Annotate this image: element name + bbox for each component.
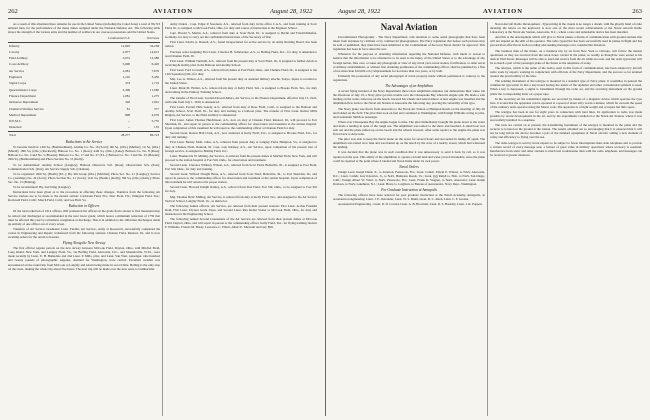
paragraph: To be reconstituted: Hq. 2nd Wing (Langley). (13, 184, 72, 189)
column-rule (487, 22, 488, 416)
paragraph: Previous order assigning First Lieut. Clarence H. Schabacker, A.S., to Bolling Field, D.C., for duty, is amended to read Chanute Field, Ill. (165, 49, 317, 58)
column-rule (162, 22, 163, 416)
section-heading: Reductions in Air Service (65, 140, 103, 145)
table-cell: 3,072 (122, 56, 131, 61)
intro-paragraph: As a result of this allotment there remains for use in the United States (including the Canal Zone) a total of 86,723 enlisted men, for the performance of the many duties assigned under the National Defense Act. The following table shows the strength of the various arms and the number of soldiers in our oversea possessions and the United States. (8, 22, 160, 35)
paragraph: It was decided that the plane was in such condition that it was unnecessary to send it back by rail, so it was repaired on the spot. This ability of the amphibian to operate on both land and water proved invaluable, since the plane could be repaired at the point where it landed and flown home under its own power. (333, 150, 485, 163)
paragraph: First Lieut. William Turnbull, A.S., relieved from his present duty at Scott Field, Ill., is assigned to further detail as receiving & airship pilot in the Balloon and Airship School. (165, 58, 317, 67)
table-header (8, 35, 82, 42)
paragraph: The following named Second Lieutenants of the Air Service are relieved from their present duties at McCook Field, Dayton, Ohio, and will report in person to the commanding officer, Kelly Field, Tex., for flying training: Robert P. Williams, Francis M. Brady, Lawrence C. Elliott, Albert E. Maxwell and Guy Hill. (165, 217, 317, 230)
table-header: Overseas (131, 35, 160, 42)
table-cell: 326 (125, 100, 131, 105)
paragraph: A recent flying incident of the Navy Department shows how amphibian airplanes can demonstrate their value. On the afternoon of July 19, a Navy pilot got into trouble over the Chesapeake Bay when his engine quit. He made a safe landing on the water, taxied up on the beach, lowered his wheels and taxied ashore. A new engine was installed and the amphibian flew back to the Naval Air Station at Anacostia the following day, proving the versatility of the type. (333, 89, 485, 106)
table-header-row (8, 35, 160, 42)
page-header (8, 4, 642, 19)
table-cell: Detached (9, 125, 22, 130)
paragraph: Maj. Thomas DeW. Milling, Air Service, is relieved from duty at Kelly Field, Tex., and assigned to the Air Service Tactical School, Langley Field, Va., as instructor. (165, 194, 317, 203)
table-cell: 2,306 (122, 87, 131, 92)
table-cell: Cavalry (9, 49, 20, 54)
paragraph: And this is the development which will give to Naval planes a means of communication with ground stations that will not depend on the skill of the operator. The radio typewriter has been successfully used in planes in flight and has proved most effective in both recording and sending messages over considerable distances. (490, 35, 642, 48)
paragraph: Ensign Leon Joseph Dunn, Jr., to Aviation, Pensacola, Fla.; Lieut. Comdr. Edwin E. Wilson, to NAS, Anacostia, D.C.; Lieut. Comdr. Guy Knowles, Jr., to NAS, Hampton Roads, Va.; Lieut. (jg) Ralph G. Holt, to NAS, San Diego, Calif.; Ensign Albert W. Ward, to NAS, Pensacola, Fla.; Lieut. Frank D. Wagner, to NAS, Anacostia; Lieut. Ralph Davison, to NAS, Lakehurst, N.J.; Lieut. Bruce G. Leighton, to Bureau of Aeronautics, Navy Dept., Washington. (333, 169, 485, 187)
table-cell: 898 (125, 112, 131, 117)
left-issue-date: August 28, 1922 (270, 7, 313, 15)
paragraph: The transfer of First Lieut. Gordon Dowell Ahlers, Air Service, to the Finance Department, effective July 15, 1922, with rank from July 1, 1920, is announced. (165, 95, 317, 104)
table-cell: 1,991 (151, 100, 159, 105)
table-total-row (8, 131, 160, 138)
right-issue-date: August 28, 1922 (338, 7, 381, 15)
paragraph: In the receiving set the transmitted signals are recorded by means of a magnetic device which operates the type bars. It is said that the apparatus can be operated at a speed of about sixty words a minute, which far exceeds the speed of the ordinary radio operator using the Morse code. The apparatus is of light weight and occupies but little space. (490, 96, 642, 109)
table-cell: Engineers (9, 75, 23, 80)
table-cell: Quartermaster Corps (9, 87, 37, 92)
table-cell: 2,081 (122, 68, 131, 73)
right-page-number: 263 (632, 7, 642, 15)
paragraph: The radio teletype is said by naval experts to be subject to fewer interruptions than radio telephone and to provide a written record of every message sent, a feature of great value in military operations where accuracy is essential. Interference from static and other stations is much less troublesome than with the radio telephone, and messages can be received at greater distances. (490, 140, 642, 157)
column-2 (165, 22, 317, 416)
section-heading: Flying Along the New Airway (62, 241, 106, 246)
table-cell: 6,426 (151, 62, 159, 67)
table-header: Continental U.S. (82, 35, 131, 42)
table-cell: 12,389 (149, 56, 159, 61)
table-cell: 7,679 (151, 68, 159, 73)
table-cell: 377 (154, 106, 159, 111)
table-cell: Field Artillery (9, 56, 28, 61)
table-cell: 1,275 (151, 93, 159, 98)
table-cell: Coast Artillery (9, 62, 29, 67)
table-cell: 34,238 (149, 43, 159, 48)
table-cell: 86,723 (131, 131, 160, 138)
section-heading: Reduction in Officers (68, 204, 100, 209)
table-row (8, 42, 160, 49)
table-cell: 1,210 (122, 75, 131, 80)
table-cell: 3,450 (151, 75, 159, 80)
table-cell: 14,615 (149, 49, 159, 54)
paragraph: Lieut. Thomas De W. Milling, Air Service, is relieved from his present duties at Mitchel Field, New York, and will proceed to the station hospital at Fort Sill, Okla., for observation and treatment. (165, 153, 317, 162)
column-3 (333, 22, 485, 416)
table-cell: 11,060 (150, 87, 159, 92)
table-cell: 474 (125, 81, 131, 86)
paragraph: Capt. Harold S. Martin, A.S., relieved from duty at Scott Field, Ill., is assigned to Berlin and Friedrichshafen, Germany, for duty to carry out the confidential instructions of the Secretary of War. (165, 31, 317, 40)
paragraph: Lieut. Mark M. Hallett, A.S., relieved from duty at Kelly Field, Tex., is assigned to Brooks Field, Tex., for duty and training in the Primary Training School. (165, 86, 317, 95)
table-cell: Air Service (9, 68, 25, 73)
paragraph: Second Lieut. Wilford Dwight Butte, A.S., relieved from Scott Field, Belleville, Ill., to Fort Sheridan, Ill., and report in person to the commanding officer for observation and treatment at the station hospital. Upon completion of this treatment he will return to his proper station. (165, 172, 317, 185)
paragraph: The following named officers, Air Service, are relieved from their present stations: First Lieut. Archie Franklin Roth, First Lieut. Ulysses Grant Jones, and Second Lieut. Rex Keller Stoner to McCook Field, Ohio, for duty and instruction in the Engineering School. (165, 203, 317, 216)
table-cell: 5,755 (151, 119, 159, 124)
left-magazine-title: AVIATION (153, 7, 193, 15)
paragraph: Whenever for the purpose of obtaining information regarding the National Defense, with intent or reason to believe that the information to be obtained is to be used to the injury of the United States or to the advantage of any foreign nation, flies over, or takes any photograph or view of any naval yard, naval station, fortification, or other naval or military establishment, or without first obtaining permission of the commanding officer, shall be punished by a fine of not more than $10,000 or by imprisonment for not more than two years, or by both. (333, 52, 485, 73)
paragraph: Unconditioned Photography - The Navy Department calls attention to some aerial photographs that have been taken from airplanes by civilians or by commercial photographers. The Navy regulation that before such pictures may be sold or published, they must have been submitted to the Commandant of the local Naval district for approval. This regulation has been in force since the war. (333, 35, 485, 52)
table-cell: 81 (126, 106, 131, 111)
strength-table (8, 35, 160, 138)
table-cell: 155 (154, 125, 159, 130)
table-cell: Medical Department (9, 112, 37, 117)
paragraph: Second Lieut. Howard Knight Ramey, A.S., relieved from Post Field, Fort Sill, Okla., to be assigned to Fort Sill for duty. (165, 185, 317, 194)
section-heading: Naval Orders (399, 164, 419, 169)
table-cell: 1,081 (122, 93, 131, 98)
paragraph: The first official regular patrols on the new airway between McCook Field, Dayton, Ohio, with Mitchel Field, Long Island, New York, and Langley Field, Va., via Bolling Field, Anacostia, D.C., and Moundsville, W.Va., were made recently by Lieut. E. H. Barksdale and 2nd Lieut. P. Mills, pilot, and Lieut. Van Wart, passenger. One hundred and twenty pounds of photographic supplies, destined for Washington, were carried. Excellent weather was encountered on the round trip from McCook to Langley and return being made in record time. Bolling is the only stop on the route, making the whole trip about five hours. The next trip will be made over the new route to Cumberland. (8, 246, 160, 271)
paragraph: First Lieut. Edwin A. Russell, A.S., found incapacitated for active service by an Army Retiring Board, has been retired. (165, 40, 317, 49)
table-cell: D.E.M.L. (9, 119, 22, 124)
page-gutter (325, 22, 326, 416)
paragraph: The teletype has been in use for eight years in connection with land lines. Its application to radio was made possible by recent developments in the art, and by the experiments conducted at the Naval Air Station, where it was successfully installed in a seaplane. (490, 109, 642, 123)
paragraph: Transfers of Air Service Graduates: Lieut. Fiedler, Air Service, Army at Roosevelt, successfully completed the course in Engineering and Repair; transferred from the following stations: Chanute Field, Rantoul, Ill., and is now awaiting orders for the return to Kessler. (8, 226, 160, 239)
table-cell: 28,277 (82, 131, 131, 138)
table-cell: 4,076 (151, 112, 159, 117)
right-magazine-title: AVIATION (483, 7, 523, 15)
paragraph: First Lieut. Ford Crowell, A.S., relieved from duties at Post Field, Okla., and Chanute Field, Ill., is assigned to the 12th Squadron (Obs.) for duty. (165, 67, 317, 77)
paragraph: When over Chesapeake Bay the engine began to miss. The pilot immediately brought the plane down to the water and made a landing in spite of the rough sea. The amphibian was taxied to the shore and beached. A small boat was sent out and the plane pulled up on the beach and the wheels lowered. After some repairs to the engine the plane was flown back to Anacostia. (333, 119, 485, 137)
paragraph: Second Lieut. Robert Hall Clark, A.S., now stationed at Kelly Field, Tex., is assigned to Brooks Field, Tex., for duty and training. (165, 131, 317, 140)
table-cell: Ordnance Department (9, 100, 39, 105)
paragraph: First Lieut. Barney McK. Giles, A.S., relieved from present duty at Langley Field, Hampton, Va., is assigned to duty at Chanute Field, Rantoul, Ill. Capt. Guy Kirksey, A.S., Air Service, upon completion of his present tour of foreign service, is assigned to Bolling Field, D.C. (165, 140, 317, 153)
paragraph: Evidently the possession of any aerial photograph of naval property made without permission is contrary to the regulations. (333, 73, 485, 82)
column-4 (490, 22, 642, 416)
paragraph: Aeronautical Engineering - Lieut. R. D. Conrad, Lieut. A. B. Brownell, Lieut. R. S. Barnaby, Lieut. J. R. Poppen. (338, 202, 483, 207)
paragraph: The following officers have been selected for post graduate instruction at the Naval Academy, Annapolis, in aeronautical engineering: Lieut. J. E. Ostrander, Lieut. W. S. Diehl, Lieut. D. C. Allen, Lieut. C. F. Greene. (333, 193, 485, 202)
table-cell: Chemical Warfare Service (9, 106, 44, 111)
column-1 (8, 22, 160, 416)
paragraph: Second Lieut. Clarence Whitney Wilson, A.S., relieved from Scott Field, Belleville, Ill., is assigned to Post Field, Fort Sill, Okla., for duty and training. (165, 162, 317, 171)
paragraph: The pilot was able to keep the Naval plane on the water for several hours and succeeded in taking off again. The amphibian was taxied in to land and was hauled up on the beach by the crew of a nearby vessel, which had witnessed the landing. (333, 137, 485, 150)
paragraph: To be organized: 49th Sq. (Bomb) (F.L.); Hq. 9th Group (Obs.) (Mitchel); Photo Sec. No. 21 (Langley); Service Co. (Airships) No. 24 (Scott); Photo Section No. 21 (Scott); 11th Sq. (Bomb.) (Kelly); 8th Sq. (Obs.) (Kelly); Photo Sec. No. 15 (Bolling). (8, 171, 160, 184)
left-page-number: 262 (8, 7, 18, 15)
paragraph: The Navy plane was flown from Anacostia to the Naval Air Station at Hampton Roads on the morning of July 20 and landed on the field. The pilot then took on fuel and continued to Washington, with Ensign Williams acting as pilot, and Lieutenant Smith as passenger. (333, 106, 485, 119)
table-cell: Finance Department (9, 93, 36, 98)
paragraph: Instructions have been given as to the procedure in effecting these changes. Transfers from the following Air Service stations are to be made to the nearest station: Carlstrom Field, Fla.; Dorr Field, Fla.; Ellington Field, Tex.; Rockwell Field, Calif.; March Field, Calif.; and Lee Hall, Va. (8, 190, 160, 203)
section-heading: For Graduate Instruction at Annapolis (381, 188, 437, 193)
table-cell: 5,690 (122, 62, 131, 67)
paragraph: Of the total reduction of 2314 officers, 800 promotion list officers in the grade from colonel to first lieutenant may be retired and discharged or recommended in the next lower grade; which leaves a minimum reduction of 1759 that must be effected this year by retirement, resignation or discharge. This is in addition to the 1004 men discharged, made up entirely of one officer out of every seven. (8, 209, 160, 226)
paragraph: Maj. Leo A. Walton, A.S., relieved from his present duty as assistant military attache, Tokyo, Japan, is recalled to the United States. (165, 77, 317, 86)
table-cell: Total (8, 131, 82, 138)
article-title: Naval Aviation (380, 22, 438, 32)
table-cell: Signal Corps (9, 81, 27, 86)
paragraph: Naval Aircraft Radio Development - Typewriting in the clouds is no longer a dream, with the ghostly hand of radio dictating the letters on the keyboard, is now one of the most recent achievements at the Naval Aircraft Radio Laboratory at the Naval Air Station, Anacostia, D.C., where a new and remarkable device has been installed. (490, 22, 642, 35)
paragraph: The teletype, which is the name of the device used in this form of communication, has been adapted by aircraft radio work by experts working in conjunction with officials of the Navy Department, and the success so far attained assures the practicability of the idea. (490, 65, 642, 79)
table-cell: 1,719 (151, 81, 159, 86)
section-heading: The Advantages of an Amphibian (385, 84, 433, 89)
paragraph: To become inactive: 14th Sq. (Bombardment), Airship Co. No. 16 (Scott); 9th Sq. (Obs.) (Mather); 1st Sq. (Obs.) (Marsh); 18th Sq. (Obs.) (Rockwell); Balloon Co. No. 1 (Ross); 44th Sq. (Obs.) (Luke); Balloon Co. No. 8 (Ross); Balloon Co. No. 4 and No. 5 (Brooks); Balloon Co. No. 17 and No. 27 (F.L.); Balloon Co. No. 3 and No. 25 (Hawaii); 20th Sq. (Bombardment) and Photo Section No. 15 (Kelly). (8, 145, 160, 162)
table-cell: 2,877 (122, 49, 131, 54)
table-cell: 12,695 (120, 43, 131, 48)
table-cell: Infantry (9, 43, 20, 48)
paragraph: First Lieut. James Thomas Hutchinson, A.S., now on duty at Chanute Field, Rantoul, Ill., will proceed to Fort Sheridan, Ill., and report in person to the commanding officer for observation and treatment at the station hospital. Upon completion of this treatment he will report to the commanding officer at Chanute Field for duty. (165, 117, 317, 131)
table-cell: -- (127, 125, 131, 130)
paragraph: To be demobilized: Airship School (Langley); Balloon Observers Sch. (Ross); Observation Sch. (Post); Communication Sch. (Post); Air Service Supply Sch. (Chanute). (8, 162, 160, 171)
paragraph: Army Orders - Capt. Edgar P. Sorensen, A.S., relieved from duty in the office C.A.S., and from training at Scott Field, Ill., is assigned to McCook Field, Ohio, for duty and course of instruction at the Engineer School. (165, 22, 317, 31)
paragraph: The sending instrument of the teletype is mounted in a standard type of Navy plane. It resembles in general the commercial typewriter in that a key-board having the letters of the alphabet and other conventional symbols is used. When a key is depressed, a signal is transmitted through the radio set, and the receiving instrument on the ground prints the corresponding letter on a paper tape. (490, 79, 642, 96)
table-cell: -- (127, 119, 131, 124)
paragraph: The tests are carried on at present, the transmitting instrument of the teletype is mounted in the plane and the receiver is located on the ground at the station. The results obtained are so encouraging that it is expected that it will not be long before the device becomes a part of the standard equipment of Naval aircraft, adding a new element of safety and efficiency to flying over the sea. (490, 123, 642, 140)
table-row (8, 124, 160, 131)
paragraph: First Lieut. Everett Hale Goudy, A.S., relieved from duty at Ross Field, Calif., is assigned to the Balloon and Airship School, Scott Field, Ill., for duty and training as a balloon pilot. The transfer of First Lieut. Robert Mills Ridgely, Air Service, to the Field Artillery is announced. (165, 104, 317, 117)
paragraph: The business man of the future, on a business trip by air from New York to Chicago, will follow the market quotations as they are received from the stock ticker carried in the plane; so readily as though he were seated at his desk in Wall Street. Messages will be able to send and receive from the air while en route, and the radio typewriter will be as much a part of the passenger plane of the future as the telephone of today. (490, 48, 642, 65)
